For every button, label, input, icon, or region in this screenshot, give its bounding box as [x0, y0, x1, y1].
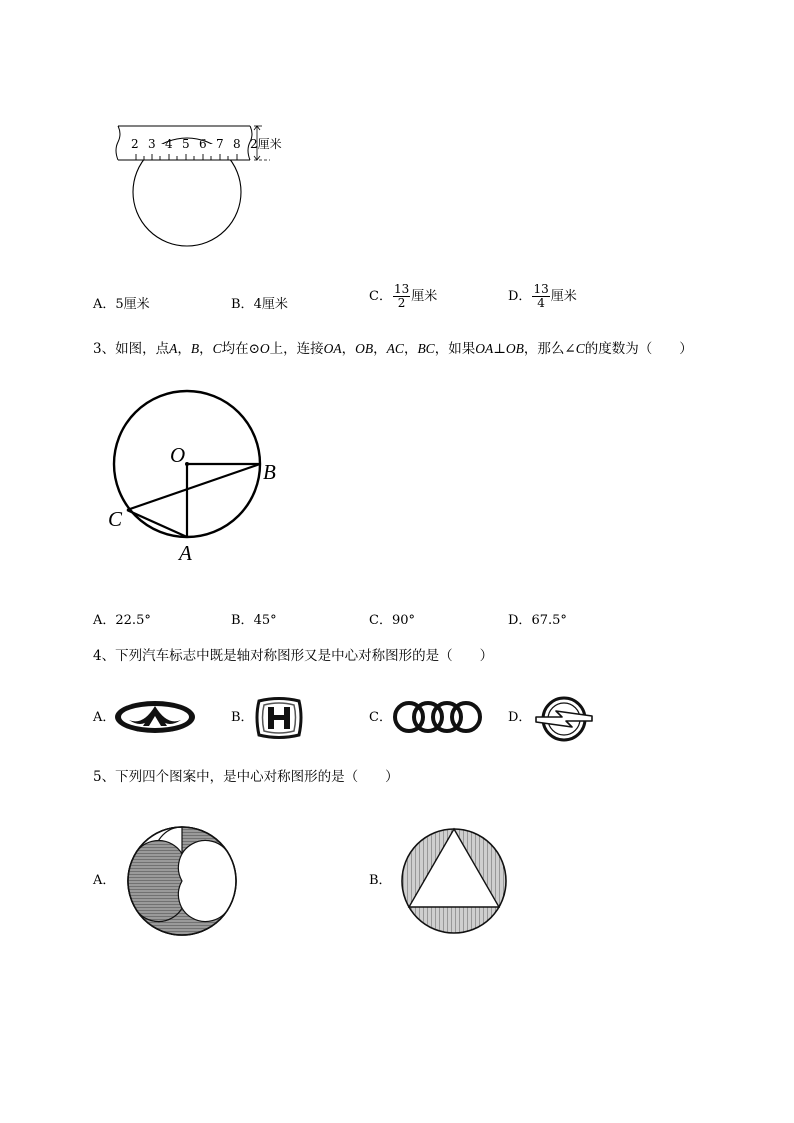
q4-option-d[interactable] [508, 694, 608, 744]
denominator: 4 [537, 295, 545, 310]
q4-option-b[interactable] [231, 694, 321, 742]
infiniti-logo-icon [113, 698, 199, 736]
fraction [532, 283, 549, 309]
option-letter: C． [369, 288, 392, 304]
option-letter: C． [369, 710, 392, 725]
option-letter: A． [93, 613, 116, 628]
q4-option-a[interactable] [93, 694, 203, 740]
q5-stem: 5、下列四个图案中，是中心对称图形的是（ ） [93, 769, 399, 785]
q4-option-c[interactable] [369, 694, 489, 740]
q3-option-d[interactable] [508, 609, 567, 628]
option-text: 5厘米 [115, 297, 150, 312]
q3-stem: 3、如图，点A，B，C均在⊙O上，连接OA，OB，AC，BC，如果OA⊥OB，那么∠C的度数为（ ） [93, 341, 693, 357]
point-b-label: B [263, 460, 276, 484]
q2-option-c[interactable] [369, 283, 437, 309]
point-c-label: C [108, 507, 123, 531]
option-text: 4厘米 [253, 297, 288, 312]
ruler-tick-2: 2 [131, 137, 139, 151]
ruler-tick-3: 3 [148, 137, 156, 151]
option-letter: D． [508, 710, 532, 725]
ruler-tick-7: 7 [216, 137, 224, 151]
numerator: 13 [533, 282, 549, 296]
option-letter: B． [231, 613, 254, 628]
option-unit: 厘米 [550, 288, 577, 304]
ruler-tick-5: 5 [182, 137, 190, 151]
numerator: 13 [393, 282, 410, 296]
q4-stem: 4、下列汽车标志中既是轴对称图形又是中心对称图形的是（ ） [93, 648, 494, 664]
q5-option-b[interactable] [369, 822, 519, 940]
q2-option-b[interactable] [231, 293, 288, 312]
q2-option-a[interactable] [93, 293, 150, 312]
point-a-label: A [179, 541, 192, 565]
option-letter: B． [231, 297, 254, 312]
denominator: 2 [397, 295, 406, 310]
point-o-label: O [170, 443, 186, 467]
option-letter: B． [369, 873, 392, 888]
audi-logo-icon [392, 698, 484, 736]
option-text: 67.5° [531, 613, 567, 628]
option-text: 45° [253, 613, 277, 628]
q3-option-b[interactable] [231, 609, 277, 628]
option-letter: D． [508, 613, 532, 628]
triangle-in-circle-icon [399, 826, 509, 936]
three-swirl-circle-icon [126, 825, 238, 937]
opel-logo-icon [532, 694, 598, 744]
option-text: 22.5° [115, 613, 151, 628]
q2-option-d[interactable] [508, 283, 577, 309]
fraction [393, 283, 410, 309]
option-letter: A． [93, 873, 116, 888]
option-unit: 厘米 [411, 288, 438, 304]
option-letter: A． [93, 297, 116, 312]
option-text: 90° [391, 613, 415, 628]
option-letter: A． [93, 710, 116, 725]
ruler-tick-8: 8 [233, 137, 241, 151]
q3-option-c[interactable] [369, 609, 415, 628]
ruler-tick-4: 4 [165, 137, 173, 151]
option-letter: B． [231, 710, 254, 725]
ruler-circle-figure [110, 118, 290, 238]
q5-option-a[interactable] [93, 822, 253, 940]
option-letter: D． [508, 288, 532, 304]
option-letter: C． [369, 613, 392, 628]
honda-logo-icon [253, 695, 305, 741]
ruler-tick-6: 6 [199, 137, 207, 151]
q3-option-a[interactable] [93, 609, 151, 628]
ruler-side-label: 2厘米 [250, 137, 282, 151]
ruler-tick-labels [131, 138, 243, 152]
